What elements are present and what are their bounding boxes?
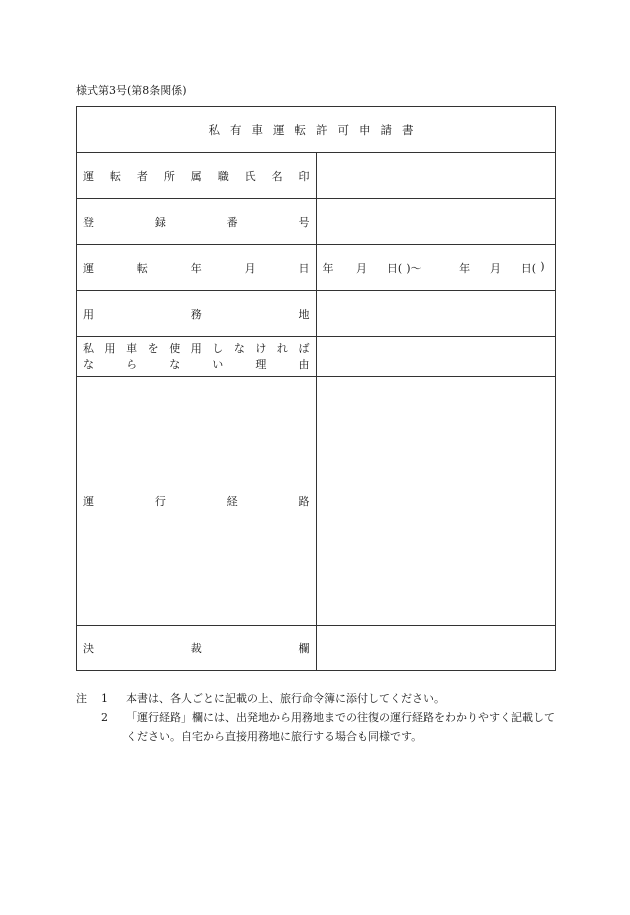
registration-number-field[interactable]	[316, 199, 556, 245]
driver-affiliation-field[interactable]	[316, 153, 556, 199]
driver-affiliation-text: 運 転 者 所 属 職 氏 名 印	[83, 169, 310, 183]
driving-date-label	[77, 245, 317, 291]
route-text: 運 行 経 路	[83, 495, 310, 508]
reason-label-line2: な ら な い 理 由	[83, 357, 310, 371]
date-day-1: 日(	[386, 261, 403, 275]
note-prefix: 注	[76, 692, 87, 705]
note-number-1: 1	[101, 692, 108, 705]
date-close-2: )	[540, 259, 545, 273]
date-range	[323, 260, 550, 276]
destination-field[interactable]	[316, 291, 556, 337]
date-month-2: 月	[489, 261, 501, 275]
date-close-1: )〜	[406, 261, 422, 275]
form-title: 私有車運転許可申請書	[77, 107, 556, 153]
registration-number-text: 登 録 番 号	[83, 215, 310, 229]
note-item-2	[76, 708, 561, 746]
date-year-2: 年	[459, 261, 471, 275]
reason-label	[77, 337, 317, 377]
route-label	[77, 377, 317, 626]
date-month-1: 月	[356, 261, 367, 275]
driving-date-field[interactable]	[316, 245, 556, 291]
note-text-2: 「運行経路」欄には、出発地から用務地までの往復の運行経路をわかりやすく記載してください。自宅から直接用務地に旅行する場合も同様です。	[126, 711, 555, 743]
destination-label	[77, 291, 317, 337]
route-field[interactable]	[316, 377, 556, 626]
approval-label	[77, 626, 317, 671]
application-form-table	[76, 106, 556, 671]
driving-date-text: 運 転 年 月 日	[83, 261, 310, 275]
note-text-1: 本書は、各人ごとに記載の上、旅行命令簿に添付してください。	[126, 692, 445, 705]
note-number-2: 2	[101, 711, 108, 724]
approval-field[interactable]	[316, 626, 556, 671]
approval-text: 決 裁 欄	[83, 642, 310, 655]
date-day-2: 日(	[520, 261, 537, 275]
note-item-1	[76, 689, 561, 708]
destination-text: 用 務 地	[83, 307, 310, 321]
registration-number-label	[77, 199, 317, 245]
reason-label-line1: 私 用 車 を 使 用 し な け れ ば	[83, 341, 310, 355]
reason-field[interactable]	[316, 337, 556, 377]
driver-affiliation-label	[77, 153, 317, 199]
date-year-1: 年	[322, 261, 334, 275]
form-reference: 様式第3号(第8条関係)	[76, 84, 187, 97]
notes	[76, 689, 561, 746]
